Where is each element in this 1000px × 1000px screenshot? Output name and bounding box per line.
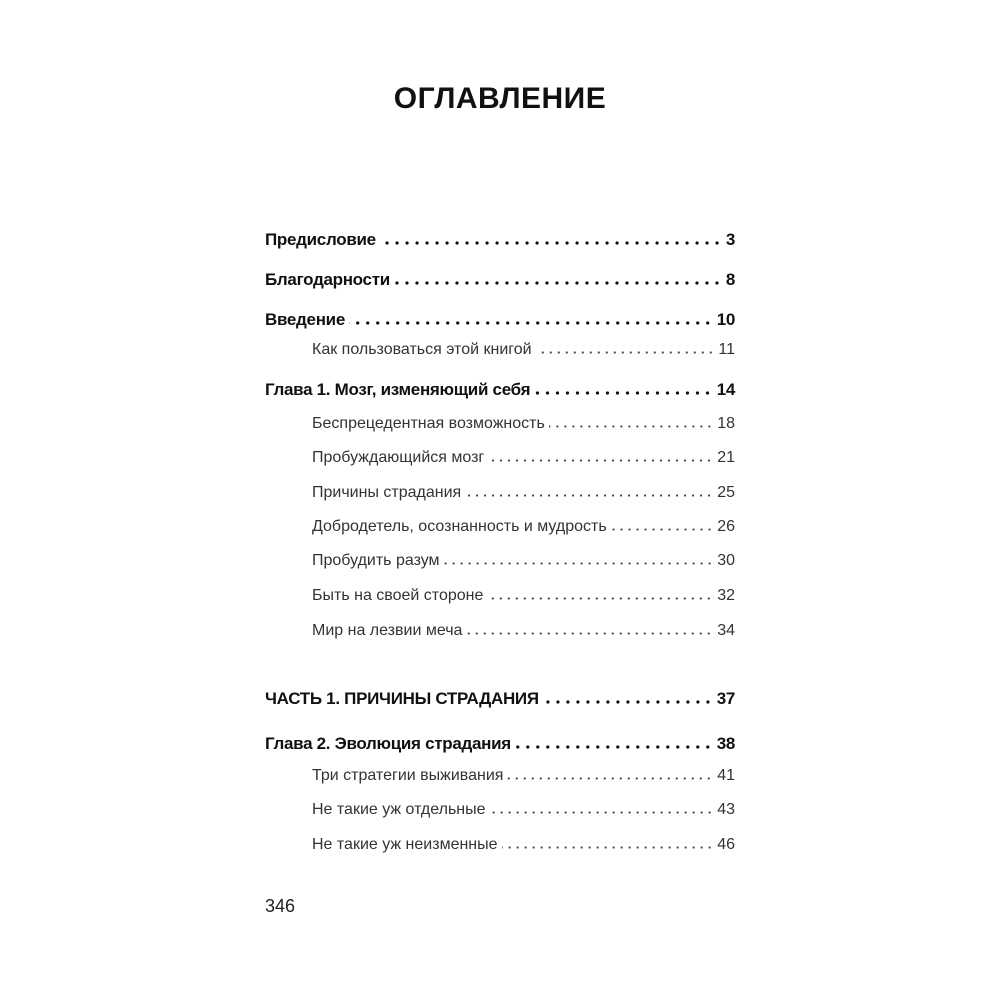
toc-entry-page: 34 (717, 622, 735, 639)
dot-leader (507, 777, 713, 780)
toc-entry-page: 26 (717, 518, 735, 535)
toc-subentry (312, 512, 735, 536)
toc-entry-title: Не такие уж неизменные (312, 836, 498, 853)
toc-subentry (312, 335, 735, 359)
page-title: ОГЛАВЛЕНИЕ (393, 82, 607, 115)
toc-entry-title: Пробудить разум (312, 552, 440, 569)
toc-entry-title: Как пользоваться этой книгой (312, 341, 532, 358)
toc-subentry (312, 443, 735, 467)
toc-entry-title: Быть на своей стороне (312, 587, 484, 604)
toc-entry-title: Предисловие (265, 230, 376, 249)
toc-entry-title: Пробуждающийся мозг (312, 449, 485, 466)
dot-leader (380, 241, 722, 245)
toc-entry-title: Добродетель, осознанность и мудрость (312, 518, 607, 535)
dot-leader (611, 528, 714, 531)
toc-entry-page: 14 (716, 380, 735, 399)
dot-leader (488, 459, 713, 462)
toc-entry-page: 37 (716, 689, 735, 708)
toc-entry (265, 266, 735, 290)
dot-leader (549, 425, 713, 428)
toc-subentry (312, 409, 735, 433)
toc-entry-page: 30 (717, 552, 735, 569)
toc-subentry (312, 830, 735, 854)
toc-entry-title: Благодарности (265, 270, 390, 289)
toc-entry-page: 43 (717, 801, 735, 818)
dot-leader (502, 846, 714, 849)
page-number: 346 (265, 896, 296, 916)
dot-leader (536, 351, 715, 354)
dot-leader (487, 597, 713, 600)
dot-leader (394, 281, 722, 285)
toc-entry-page: 25 (717, 484, 735, 501)
toc-subentry (312, 761, 735, 785)
toc-subentry (312, 478, 735, 502)
toc-entry (265, 226, 735, 250)
toc-entry-title: Три стратегии выживания (312, 767, 504, 784)
toc-entry-page: 41 (717, 767, 735, 784)
toc-entry-title: Введение (265, 310, 345, 329)
dot-leader (543, 700, 713, 704)
toc-entry-page: 21 (717, 449, 735, 466)
toc-entry-title: Не такие уж отдельные (312, 801, 486, 818)
toc-entry-title: Глава 2. Эволюция страдания (265, 734, 511, 753)
dot-leader (465, 494, 713, 497)
dot-leader (534, 391, 712, 395)
toc-entry-title: Глава 1. Мозг, изменяющий себя (265, 380, 531, 399)
dot-leader (515, 745, 713, 749)
toc-entry-page: 8 (725, 270, 735, 289)
toc-entry-title: Беспрецедентная возможность (312, 415, 545, 432)
toc-subentry (312, 616, 735, 640)
dot-leader (349, 321, 713, 325)
toc-entry-page: 18 (717, 415, 735, 432)
toc-entry (265, 306, 735, 330)
toc-entry-page: 46 (717, 836, 735, 853)
toc-entry-title: Причины страдания (312, 484, 462, 501)
toc-entry (265, 376, 735, 400)
toc-subentry (312, 546, 735, 570)
toc-entry-page: 11 (718, 341, 735, 358)
toc-entry-page: 3 (725, 230, 735, 249)
toc-entry (265, 730, 735, 754)
toc-entry-title: Мир на лезвии меча (312, 622, 463, 639)
toc-subentry (312, 795, 735, 819)
toc-entry-page: 32 (717, 587, 735, 604)
dot-leader (490, 811, 714, 814)
dot-leader (444, 562, 714, 565)
toc-entry-title: ЧАСТЬ 1. ПРИЧИНЫ СТРАДАНИЯ (265, 689, 539, 708)
toc-entry-page: 10 (716, 310, 735, 329)
toc-entry-page: 38 (716, 734, 735, 753)
toc-subentry (312, 581, 735, 605)
dot-leader (466, 632, 713, 635)
toc-entry (265, 685, 735, 709)
